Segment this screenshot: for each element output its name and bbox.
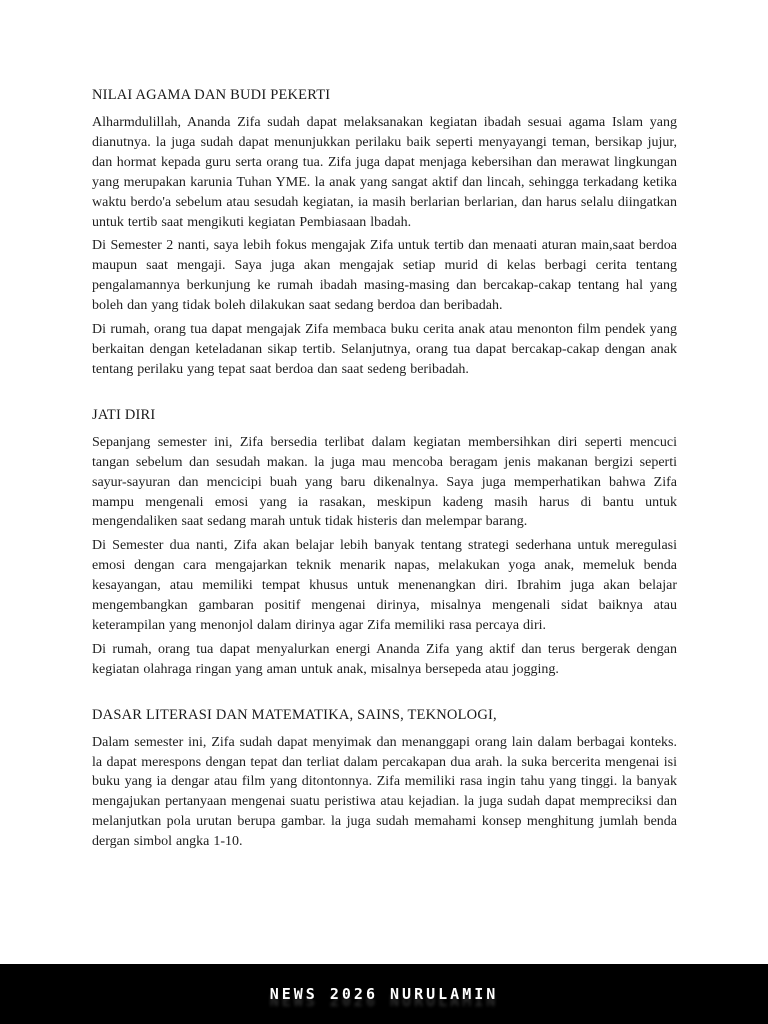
paragraph: Dalam semester ini, Zifa sudah dapat menyimak dan menanggapi orang lain dalam berbagai konteks. la dapat merespons dengan tepat dan terliat dalam percakapan dua arah. la suka bercerita mengenai isi buku yang ia dengar atau film yang ditontonnya. Zifa memiliki rasa ingin tahu yang tinggi. la banyak mengajukan pertanyaan mengenai suatu peristiwa atau kejadian. la juga sudah dapat mempreciksi dan melanjutkan pola urutan berupa gambar. la juga sudah memahami konsep menghitung jumlah benda dergan simbol angka 1-10.: [92, 734, 677, 850]
paragraph: Di rumah, orang tua dapat menyalurkan energi Ananda Zifa yang aktif dan terus bergerak dengan kegiatan olahraga ringan yang aman untuk anak, misalnya bersepeda atau jogging.: [92, 641, 677, 677]
paragraph: Di rumah, orang tua dapat mengajak Zifa membaca buku cerita anak atau menonton film pendek yang berkaitan dengan keteladanan sikap tertib. Selanjutnya, orang tua dapat bercakap-cakap dengan anak tentang perilaku yang tepat saat berdoa dan saat sedeng beribadah.: [92, 322, 677, 377]
document-body: [92, 86, 677, 852]
section-heading: JATI DIRI: [92, 406, 156, 423]
paragraph: Di Semester dua nanti, Zifa akan belajar lebih banyak tentang strategi sederhana untuk meregulasi emosi dengan cara mengajarkan teknik menarik napas, melakukan yoga anak, memeluk benda kesayangan, atau memiliki tempat khusus untuk menenangkan diri. Ibrahim juga akan belajar mengembangkan gambaran positif mengenai dirinya, misalnya mengenali sidat baiknya atau keterampilan yang menonjol dalam dirinya agar Zifa memiliki rasa percaya diri.: [92, 538, 677, 633]
footer-watermark-text: NEWS 2026 NURULAMIN: [269, 985, 499, 1003]
section-nilai-agama: [92, 86, 677, 380]
section-dasar-literasi: [92, 706, 677, 852]
paragraph: Sepanjang semester ini, Zifa bersedia terlibat dalam kegiatan membersihkan diri seperti mencuci tangan sebelum dan sesudah makan. la juga mau mencoba beragam jenis makanan bergizi seperti sayur-sayuran dan mencicipi buah yang baru dikenalnya. Saya juga memperhatikan bahwa Zifa mampu mengenali emosi yang ia rasakan, meskipun kadeng masih harus di bantu untuk mengendaliken saat sedang marah untuk tidak histeris dan melempar barang.: [92, 434, 677, 530]
paragraph: Alharmdulillah, Ananda Zifa sudah dapat melaksanakan kegiatan ibadah sesuai agama Islam yang dianutnya. la juga sudah dapat menunjukkan perilaku baik seperti menyayangi teman, bersikap jujur, dan hormat kepada guru serta orang tua. Zifa juga dapat menjaga kebersihan dan merawat lingkungan yang merupakan karunia Tuhan YME. la anak yang sangat aktif dan lincah, sehingga terkadang ketika waktu berdo'a sebelum atau sesudah kegiatan, ia masih berlarian berlarian, dan harus selalu diingatkan untuk tertib saat mengikuti kegiatan Pembiasaan lbadah.: [92, 115, 677, 230]
section-heading: DASAR LITERASI DAN MATEMATIKA, SAINS, TEKNOLOGI,: [92, 706, 497, 723]
paragraph: Di Semester 2 nanti, saya lebih fokus mengajak Zifa untuk tertib dan menaati aturan main,saat berdoa maupun saat mengaji. Saya juga akan mengajak setiap murid di kelas berbagi cerita tentang pengalamannya berkunjung ke rumah ibadah masing-masing dan bercakap-cakap tentang hal yang boleh dan yang tidak boleh dilakukan saat sedang berdoa dan beribadah.: [92, 238, 677, 314]
section-jati-diri: [92, 406, 677, 680]
footer-bar: [0, 964, 768, 1024]
section-heading: NILAI AGAMA DAN BUDI PEKERTI: [92, 87, 331, 103]
